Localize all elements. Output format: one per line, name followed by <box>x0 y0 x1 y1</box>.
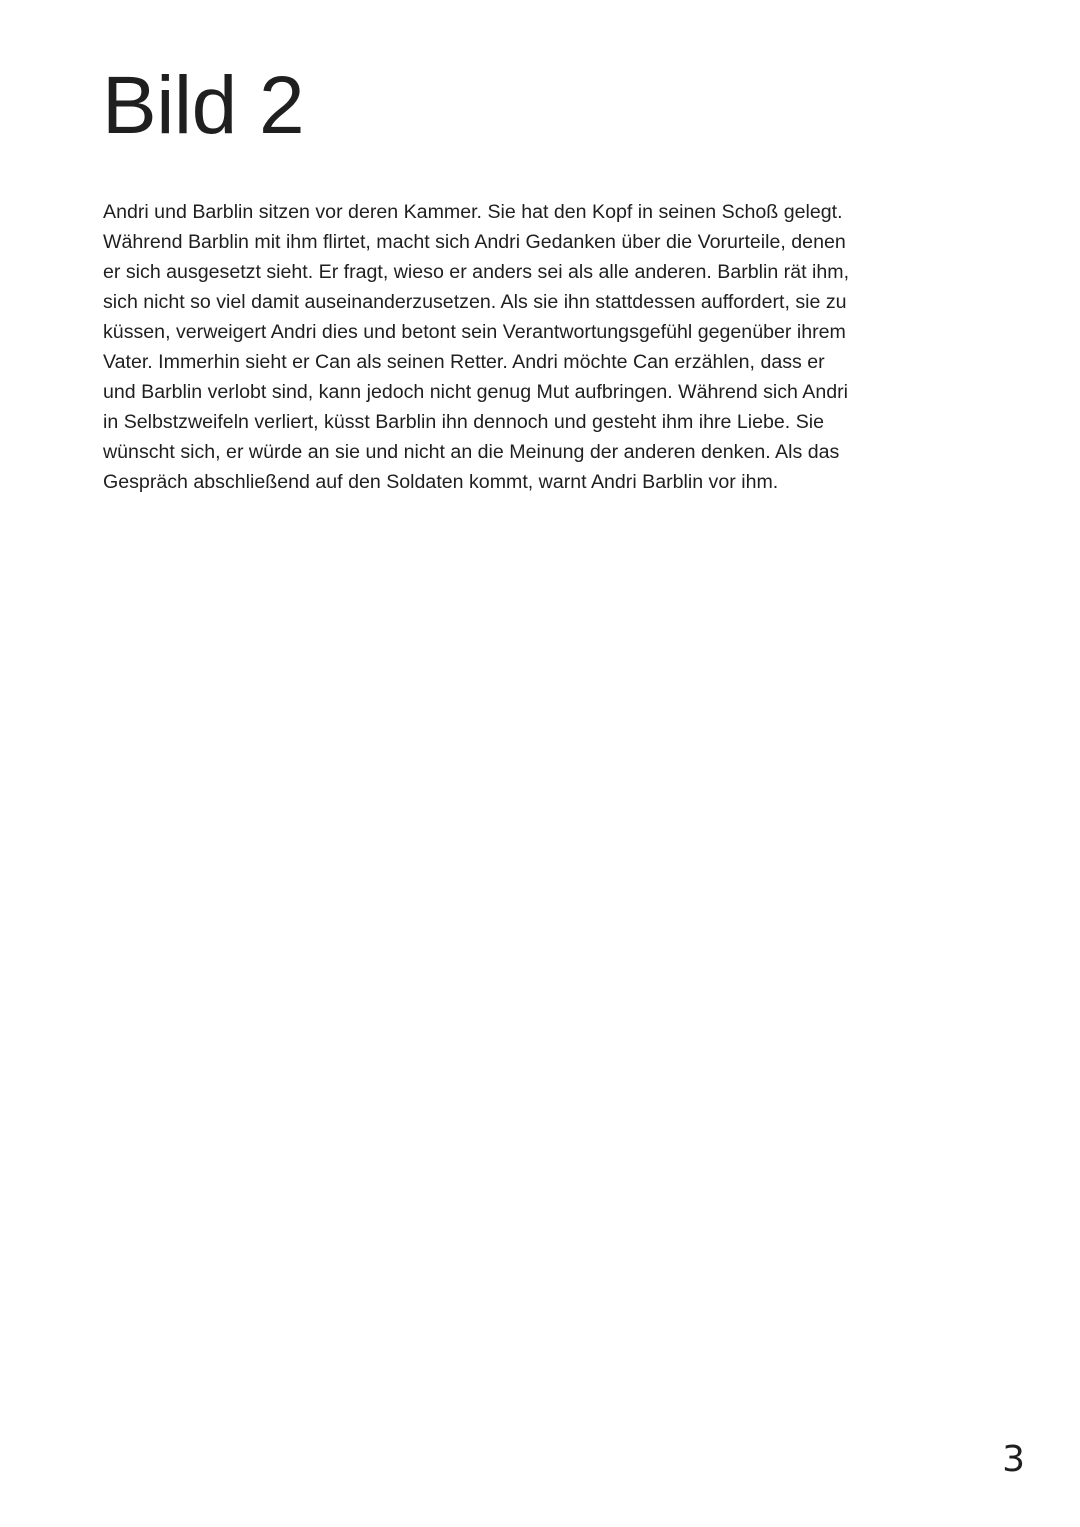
paragraph-line: Vater. Immerhin sieht er Can als seinen Retter. Andri möchte Can erzählen, dass er <box>103 351 825 373</box>
paragraph-line: sich nicht so viel damit auseinanderzusetzen. Als sie ihn stattdessen auffordert, sie zu <box>103 291 847 313</box>
page-number: 3 <box>1002 1439 1025 1480</box>
paragraph-line: Gespräch abschließend auf den Soldaten kommt, warnt Andri Barblin vor ihm. <box>103 471 779 493</box>
paragraph-line: wünscht sich, er würde an sie und nicht an die Meinung der anderen denken. Als das <box>103 441 840 463</box>
paragraph-line: und Barblin verlobt sind, kann jedoch nicht genug Mut aufbringen. Während sich Andri <box>103 381 849 403</box>
summary-paragraph <box>103 197 953 497</box>
paragraph-line: in Selbstzweifeln verliert, küsst Barblin ihn dennoch und gesteht ihm ihre Liebe. Sie <box>103 411 825 433</box>
paragraph-line: Während Barblin mit ihm flirtet, macht sich Andri Gedanken über die Vorurteile, denen <box>103 231 846 253</box>
page-title: Bild 2 <box>102 60 305 151</box>
paragraph-line: er sich ausgesetzt sieht. Er fragt, wieso er anders sei als alle anderen. Barblin rät ihm, <box>103 261 850 283</box>
paragraph-line: Andri und Barblin sitzen vor deren Kammer. Sie hat den Kopf in seinen Schoß gelegt. <box>103 201 843 223</box>
paragraph-line: küssen, verweigert Andri dies und betont sein Verantwortungsgefühl gegenüber ihrem <box>103 321 846 343</box>
